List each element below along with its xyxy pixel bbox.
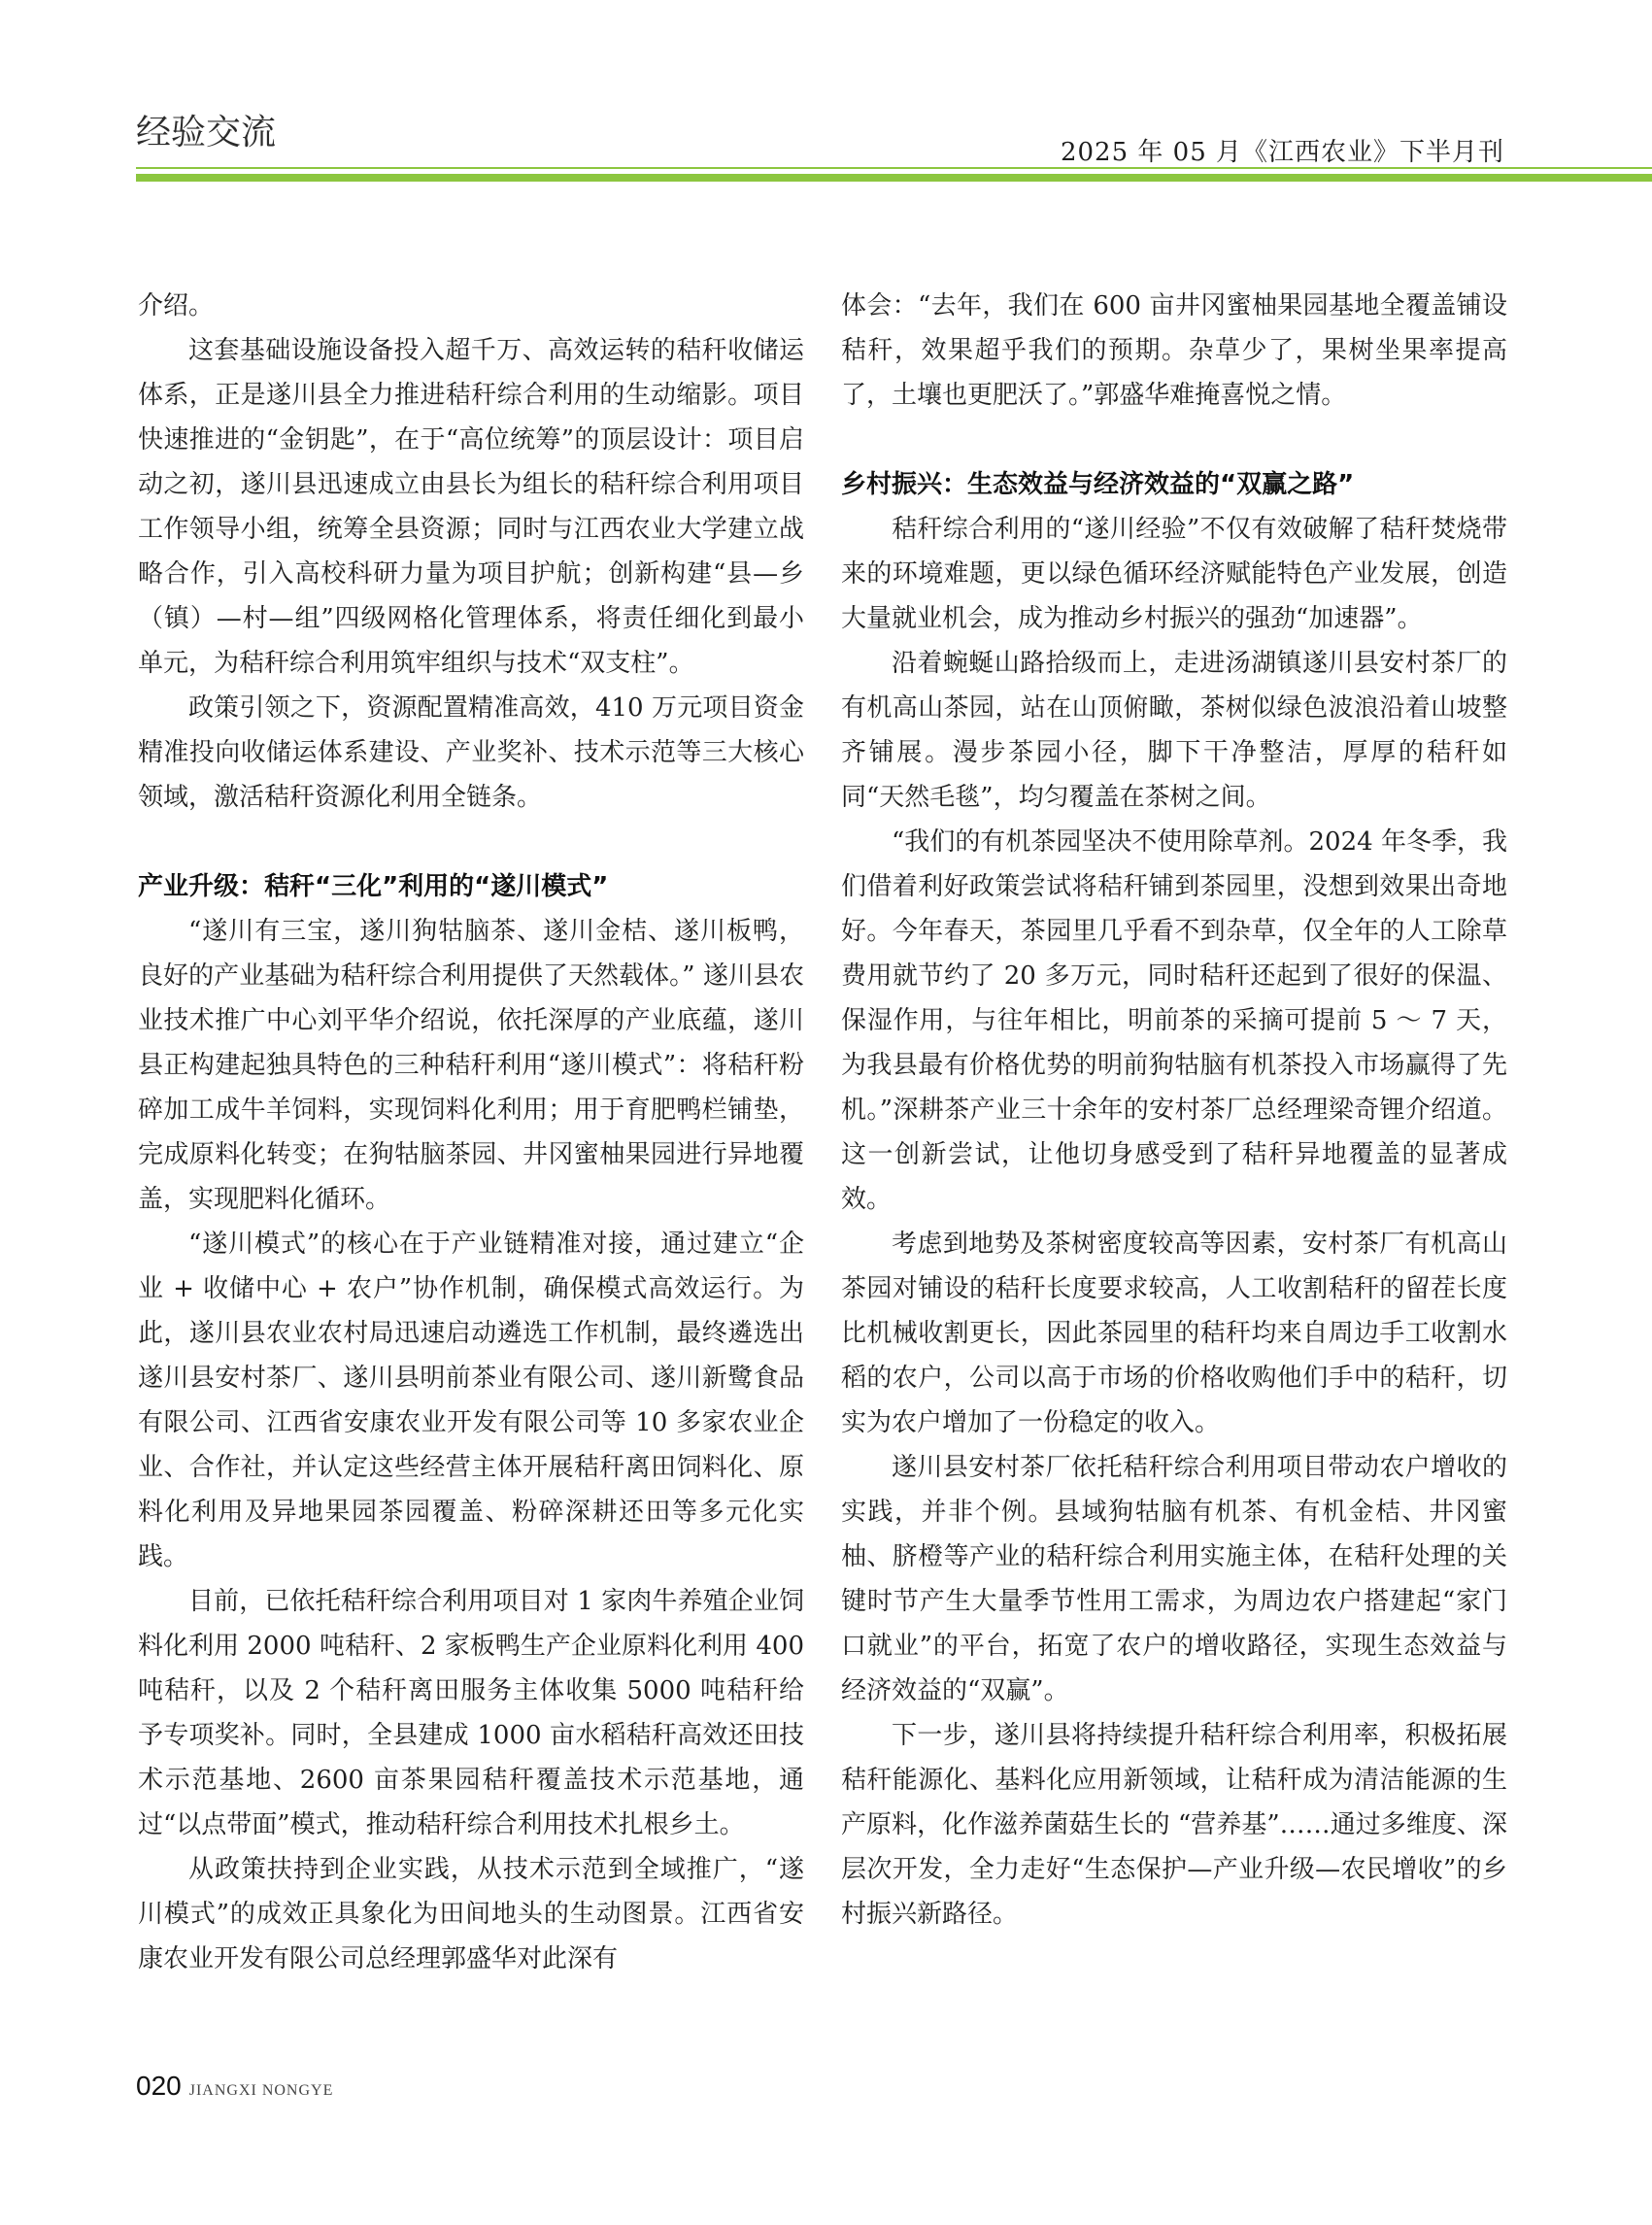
page-footer [136, 2071, 333, 2102]
paragraph: 体会：“去年，我们在 600 亩井冈蜜柚果园基地全覆盖铺设秸秆，效果超乎我们的预期。杂草少了，果树坐果率提高了，土壤也更肥沃了。”郭盛华难掩喜悦之情。 [841, 291, 1507, 410]
header-rule-thin [136, 167, 1652, 169]
issue-info: 2025 年 05 月《江西农业》下半月刊 [1060, 138, 1504, 167]
right-column [841, 284, 1507, 1937]
paragraph: 考虑到地势及茶树密度较高等因素，安村茶厂有机高山茶园对铺设的秸秆长度要求较高，人工收割秸秆的留茬长度比机械收割更长，因此茶园里的秸秆均来自周边手工收割水稻的农户，公司以高于市场的价格收购他们手中的秸秆，切实为农户增加了一份稳定的收入。 [841, 1230, 1507, 1437]
paragraph: 沿着蜿蜒山路拾级而上，走进汤湖镇遂川县安村茶厂的有机高山茶园，站在山顶俯瞰，茶树似绿色波浪沿着山坡整齐铺展。漫步茶园小径，脚下干净整洁，厚厚的秸秆如同“天然毛毯”，均匀覆盖在茶树之间。 [841, 649, 1507, 812]
paragraph: 遂川县安村茶厂依托秸秆综合利用项目带动农户增收的实践，并非个例。县域狗牯脑有机茶、有机金桔、井冈蜜柚、脐橙等产业的秸秆综合利用实施主体，在秸秆处理的关键时节产生大量季节性用工需求，为周边农户搭建起“家门口就业”的平台，拓宽了农户的增收路径，实现生态效益与经济效益的“双赢”。 [841, 1453, 1507, 1705]
section-title: 经验交流 [136, 113, 277, 152]
paragraph: “遂川模式”的核心在于产业链精准对接，通过建立“企业 + 收储中心 + 农户”协作机制，确保模式高效运行。为此，遂川县农业农村局迅速启动遴选工作机制，最终遴选出遂川县安村茶厂、遂川县明前茶业有限公司、遂川新鹭食品有限公司、江西省安康农业开发有限公司等 10 多家农业企业、合作社，并认定这些经营主体开展秸秆离田饲料化、原料化利用及异地果园茶园覆盖、粉碎深耕还田等多元化实践。 [138, 1230, 804, 1571]
journal-name: JIANGXI NONGYE [188, 2082, 334, 2099]
paragraph: 介绍。 [138, 291, 215, 320]
paragraph: 目前，已依托秸秆综合利用项目对 1 家肉牛养殖企业饲料化利用 2000 吨秸秆、2 家板鸭生产企业原料化利用 400 吨秸秆，以及 2 个秸秆离田服务主体收集 5000 吨秸秆给予专项奖补。同时，全县建成 1000 亩水稻秸秆高效还田技术示范基地、2600 亩茶果园秸秆覆盖技术示范基地，通过“以点带面”模式，推动秸秆综合利用技术扎根乡土。 [138, 1587, 804, 1839]
paragraph: 这套基础设施设备投入超千万、高效运转的秸秆收储运体系，正是遂川县全力推进秸秆综合利用的生动缩影。项目快速推进的“金钥匙”，在于“高位统筹”的顶层设计：项目启动之初，遂川县迅速成立由县长为组长的秸秆综合利用项目工作领导小组，统筹全县资源；同时与江西农业大学建立战略合作，引入高校科研力量为项目护航；创新构建“县—乡（镇）—村—组”四级网格化管理体系，将责任细化到最小单元，为秸秆综合利用筑牢组织与技术“双支柱”。 [138, 336, 804, 678]
left-column [138, 284, 804, 1981]
section-heading: 乡村振兴：生态效益与经济效益的“双赢之路” [841, 470, 1355, 499]
paragraph: 政策引领之下，资源配置精准高效，410 万元项目资金精准投向收储运体系建设、产业奖补、技术示范等三大核心领域，激活秸秆资源化利用全链条。 [138, 693, 804, 812]
paragraph: 下一步，遂川县将持续提升秸秆综合利用率，积极拓展秸秆能源化、基料化应用新领域，让秸秆成为清洁能源的生产原料，化作滋养菌菇生长的 “营养基”……通过多维度、深层次开发，全力走好“生态保护—产业升级—农民增收”的乡村振兴新路径。 [841, 1721, 1507, 1929]
spacer [841, 418, 1507, 462]
section-heading: 产业升级：秸秆“三化”利用的“遂川模式” [138, 872, 609, 901]
paragraph: 秸秆综合利用的“遂川经验”不仅有效破解了秸秆焚烧带来的环境难题，更以绿色循环经济赋能特色产业发展，创造大量就业机会，成为推动乡村振兴的强劲“加速器”。 [841, 515, 1507, 633]
header-rule-thick [136, 174, 1652, 182]
spacer [138, 820, 804, 864]
paragraph: “我们的有机茶园坚决不使用除草剂。2024 年冬季，我们借着利好政策尝试将秸秆铺到茶园里，没想到效果出奇地好。今年春天，茶园里几乎看不到杂草，仅全年的人工除草费用就节约了 20 多万元，同时秸秆还起到了很好的保温、保湿作用，与往年相比，明前茶的采摘可提前 5 ～ 7 天，为我县最有价格优势的明前狗牯脑有机茶投入市场赢得了先机。”深耕茶产业三十余年的安村茶厂总经理梁奇锂介绍道。这一创新尝试，让他切身感受到了秸秆异地覆盖的显著成效。 [841, 827, 1507, 1214]
paragraph: 从政策扶持到企业实践，从技术示范到全域推广，“遂川模式”的成效正具象化为田间地头的生动图景。江西省安康农业开发有限公司总经理郭盛华对此深有 [138, 1855, 804, 1973]
paragraph: “遂川有三宝，遂川狗牯脑茶、遂川金桔、遂川板鸭，良好的产业基础为秸秆综合利用提供了天然载体。” 遂川县农业技术推广中心刘平华介绍说，依托深厚的产业底蕴，遂川县正构建起独具特色的三种秸秆利用“遂川模式”：将秸秆粉碎加工成牛羊饲料，实现饲料化利用；用于育肥鸭栏铺垫，完成原料化转变；在狗牯脑茶园、井冈蜜柚果园进行异地覆盖，实现肥料化循环。 [138, 917, 804, 1214]
page-number: 020 [136, 2071, 182, 2101]
